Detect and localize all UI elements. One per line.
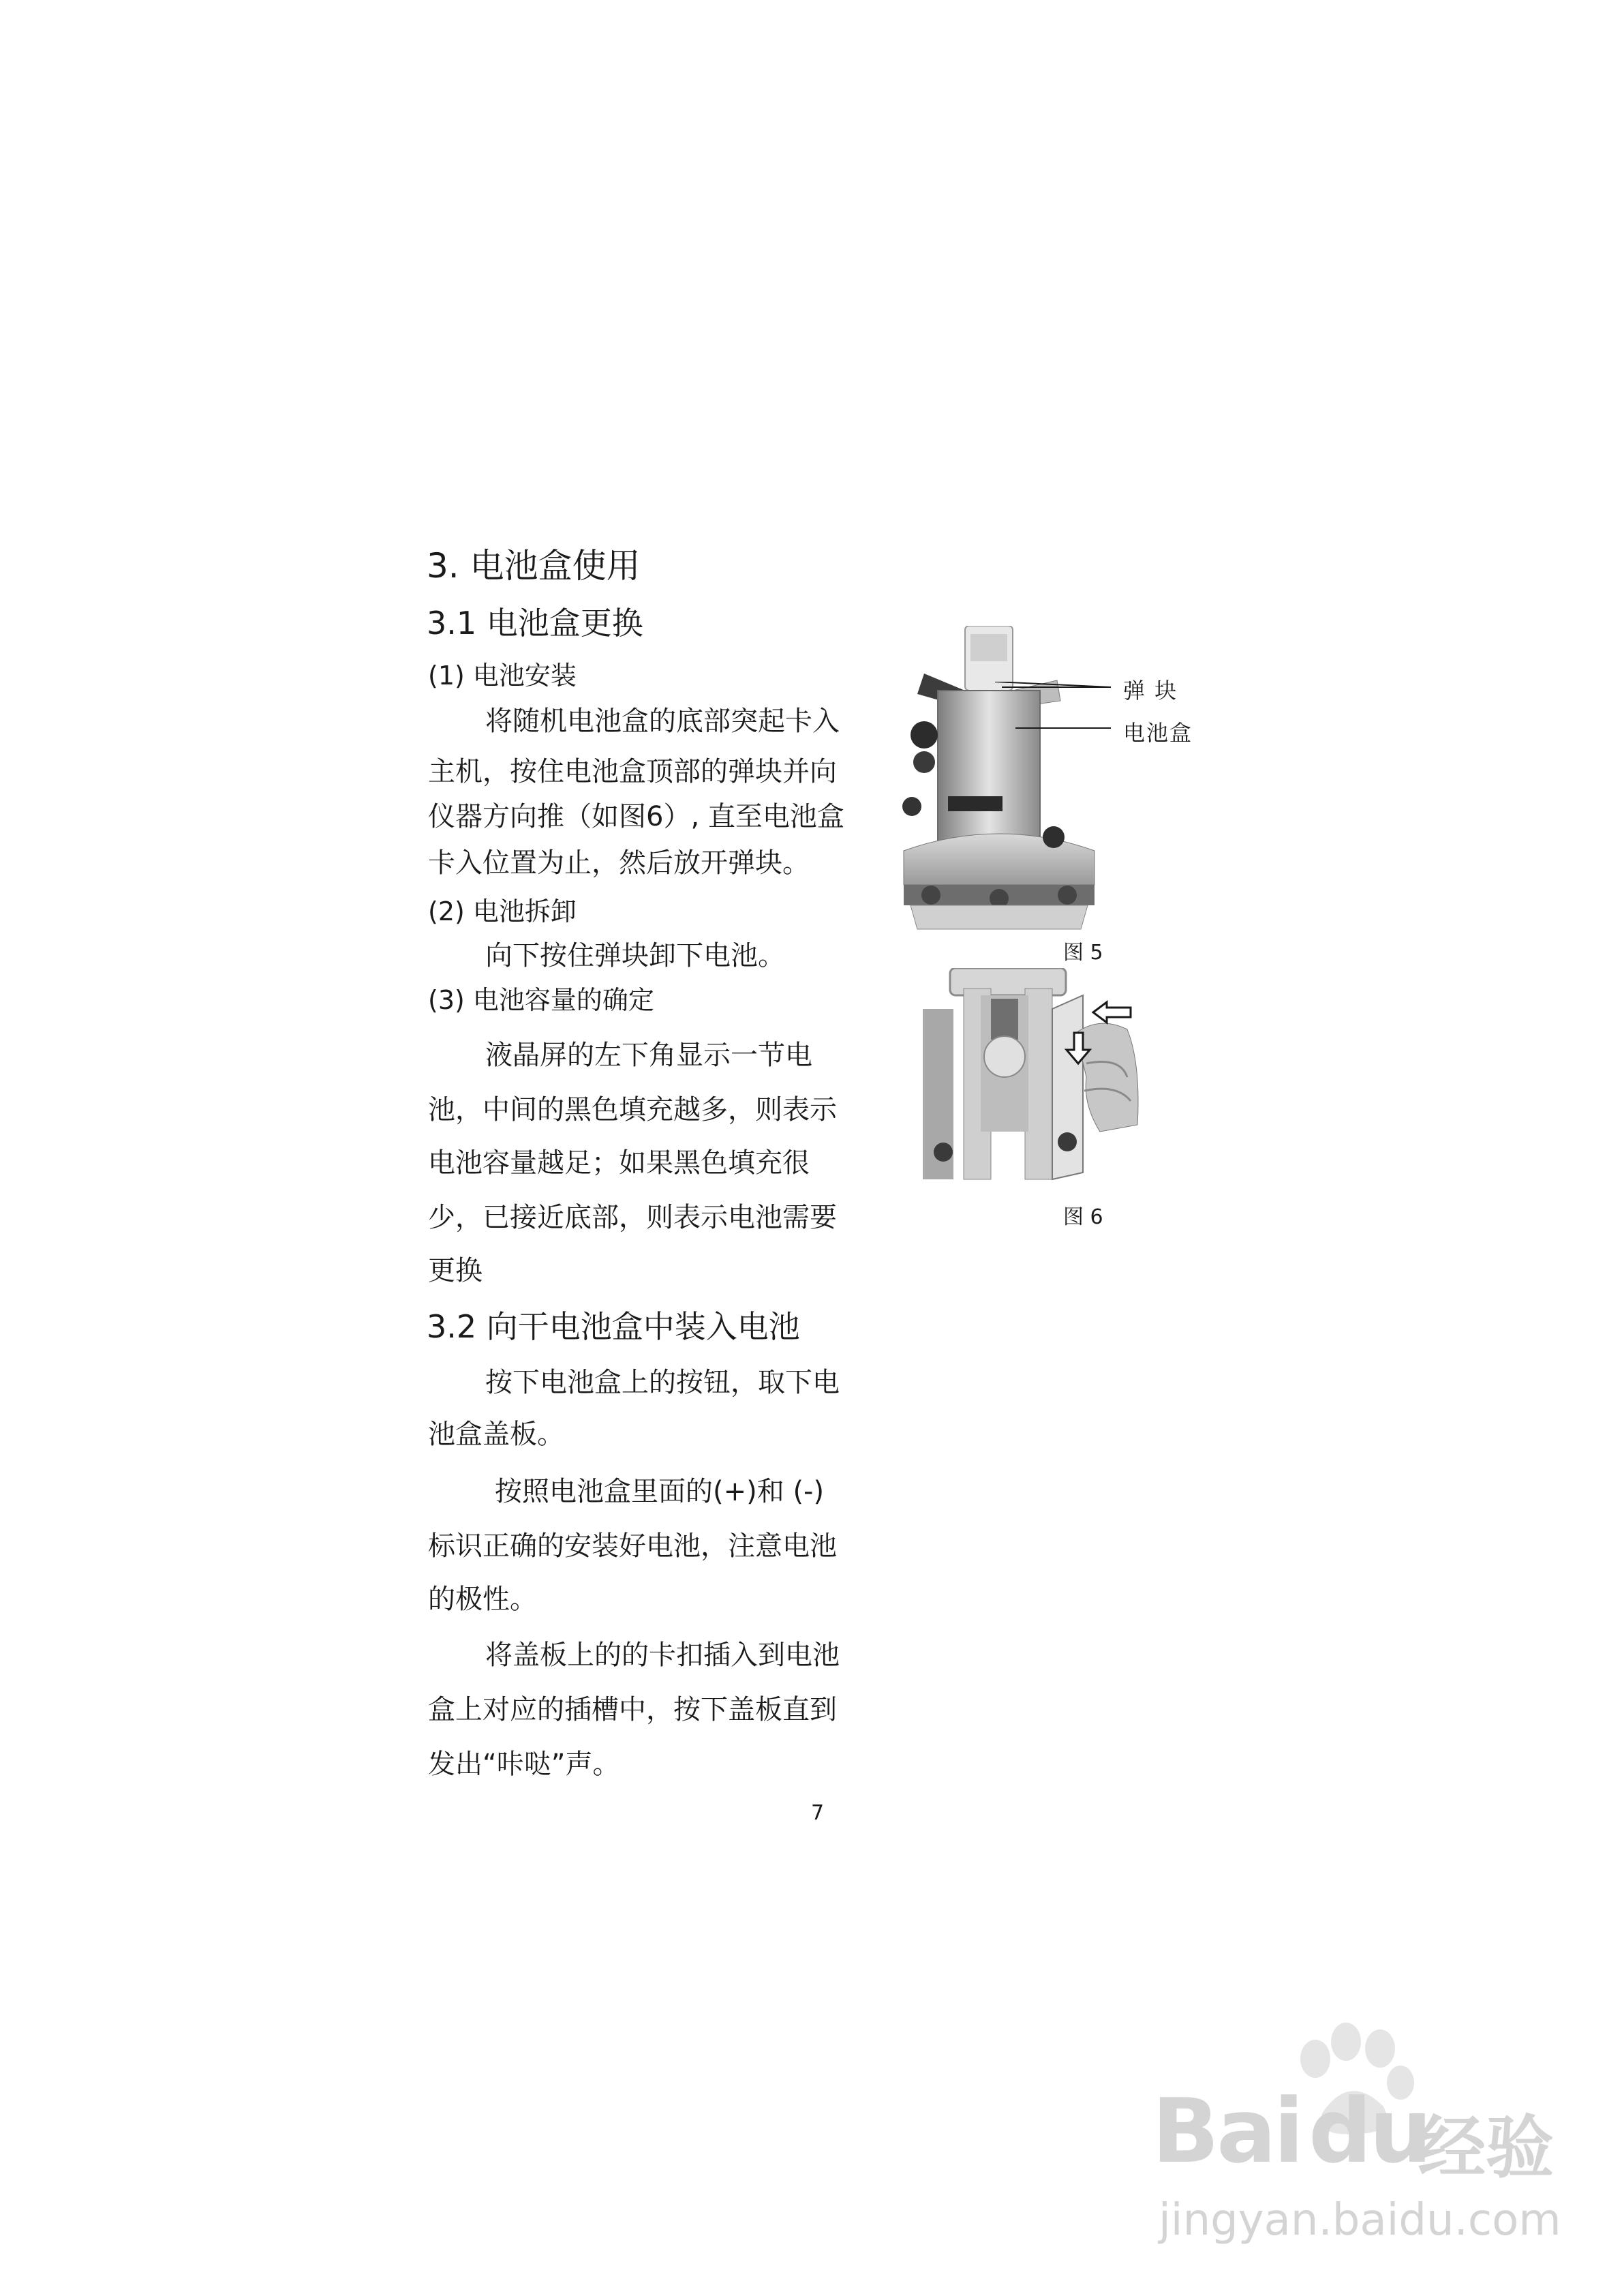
label-battery-box: 电池盒 (1123, 720, 1193, 746)
figure5-image (897, 626, 1101, 939)
page-number: 7 (811, 1801, 825, 1825)
install-line-4: 卡入位置为止，然后放开弹块。 (428, 847, 810, 879)
install-line-3: 仪器方向推（如图6）, 直至电池盒 (428, 801, 844, 832)
para3-line-3: 发出“咔哒”声。 (428, 1749, 620, 1780)
watermark-url: jingyan.baidu.com (1159, 2195, 1561, 2246)
para2-line-1: 按照电池盒里面的(+)和 (-) (495, 1476, 825, 1507)
para1-line-2: 池盒盖板。 (428, 1419, 564, 1450)
remove-line: 向下按住弹块卸下电池。 (485, 940, 785, 971)
para1-line-1: 按下电池盒上的按钮，取下电 (485, 1367, 840, 1398)
capacity-line-4: 少，已接近底部，则表示电池需要 (428, 1202, 837, 1233)
capacity-subtitle: (3) 电池容量的确定 (428, 985, 654, 1015)
para3-line-1: 将盖板上的的卡扣插入到电池 (485, 1640, 840, 1671)
para2-line-3: 的极性。 (428, 1584, 537, 1615)
watermark-product: 经验 (1418, 2108, 1554, 2188)
watermark-brand-du: du (1309, 2079, 1430, 2183)
figure5-leader-lines (995, 682, 1118, 736)
remove-subtitle: (2) 电池拆卸 (428, 896, 577, 926)
install-line-2: 主机，按住电池盒顶部的弹块并向 (428, 756, 837, 787)
para2-line-2: 标识正确的安装好电池，注意电池 (428, 1530, 837, 1562)
page-title: 3. 电池盒使用 (427, 546, 641, 586)
watermark-brand: Bai (1152, 2079, 1302, 2183)
capacity-line-1: 液晶屏的左下角显示一节电 (485, 1040, 812, 1071)
figure6-caption: 图 6 (1063, 1205, 1103, 1229)
capacity-line-5: 更换 (428, 1255, 483, 1286)
leader-line-spring (995, 682, 1111, 687)
para3-line-2: 盒上对应的插槽中，按下盖板直到 (428, 1694, 837, 1725)
install-subtitle: (1) 电池安装 (428, 661, 577, 691)
figure6-image (923, 968, 1141, 1186)
section-32-title: 3.2 向干电池盒中装入电池 (427, 1308, 800, 1345)
section-31-title: 3.1 电池盒更换 (427, 605, 643, 641)
figure5-caption: 图 5 (1063, 941, 1103, 965)
install-line-1: 将随机电池盒的底部突起卡入 (485, 706, 840, 737)
capacity-line-3: 电池容量越足；如果黑色填充很 (428, 1147, 810, 1179)
capacity-line-2: 池，中间的黑色填充越多，则表示 (428, 1094, 837, 1126)
label-spring-block: 弹 块 (1123, 678, 1178, 704)
